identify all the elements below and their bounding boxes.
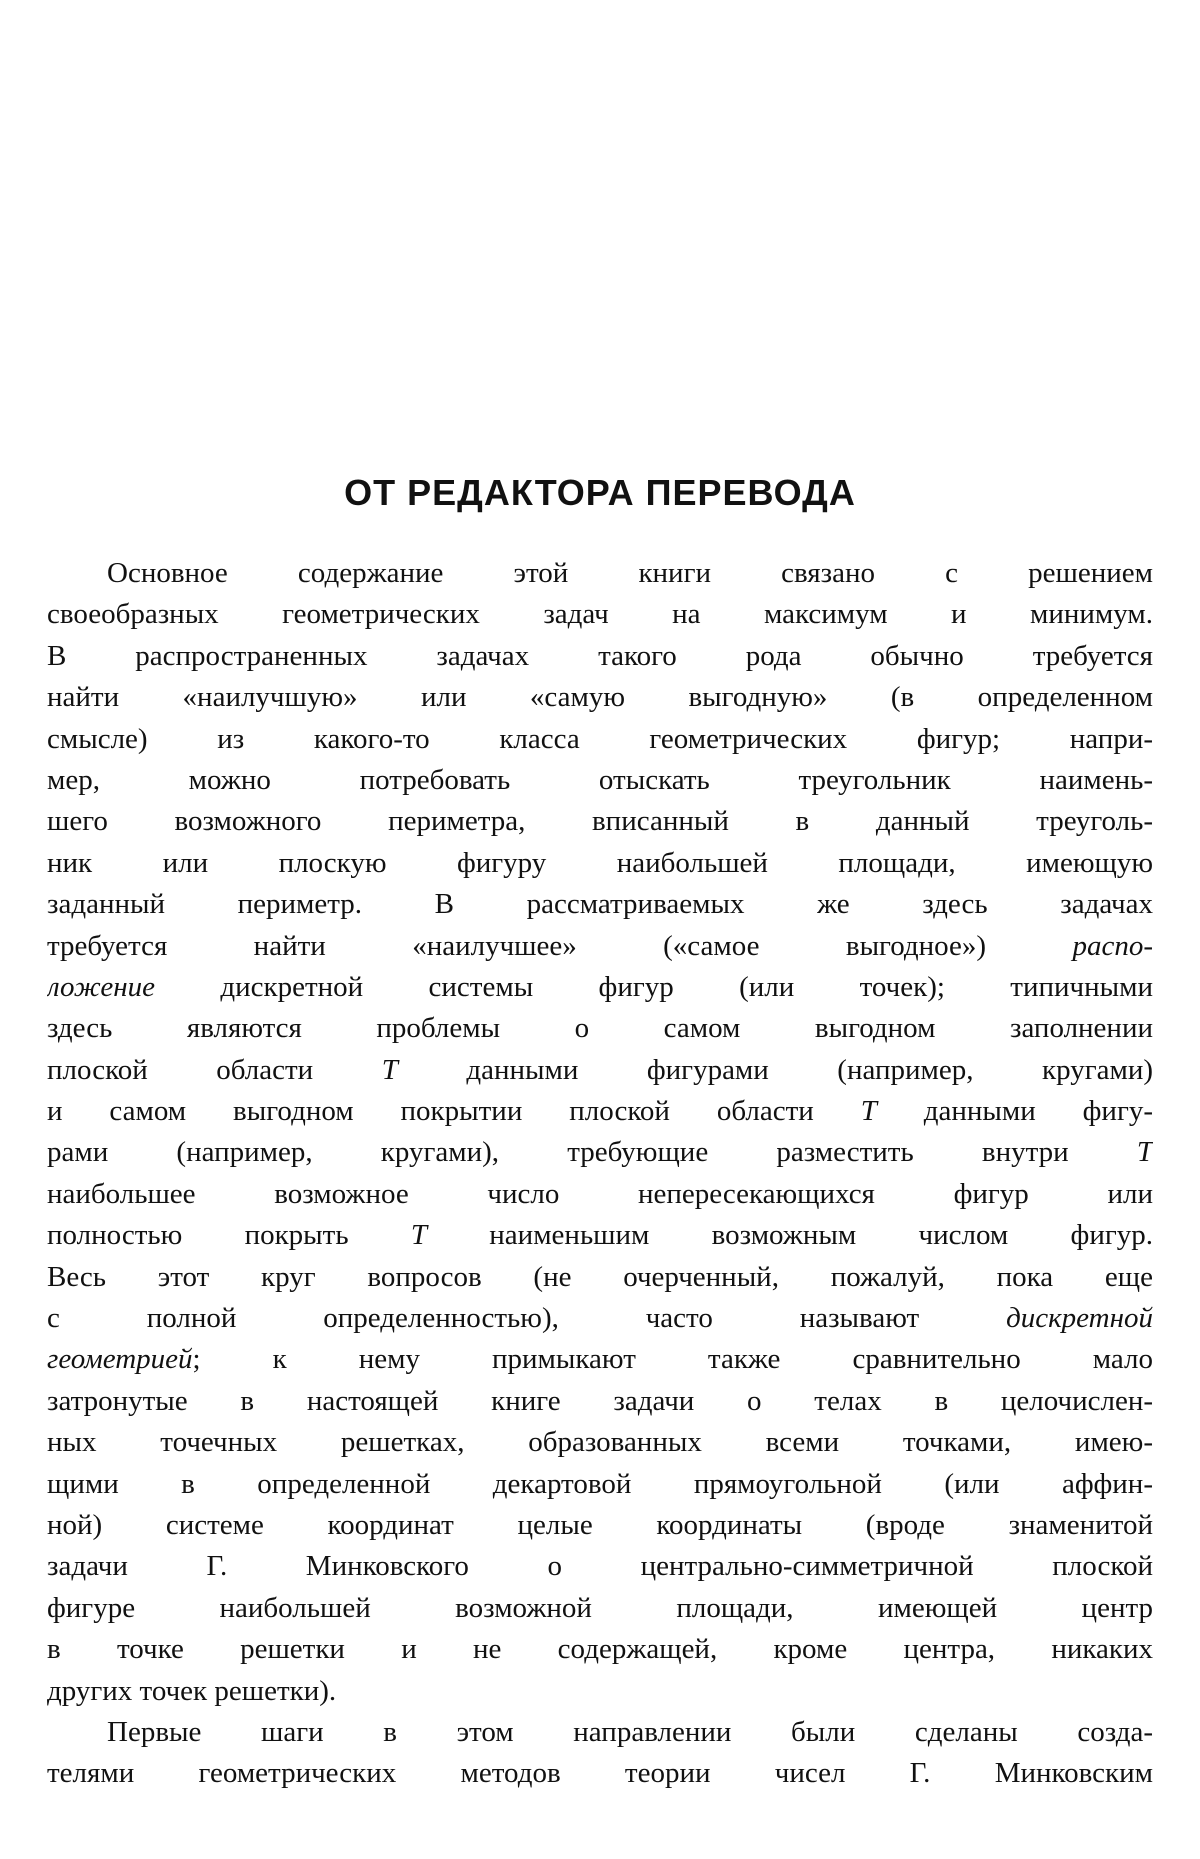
body-text	[47, 553, 1153, 1795]
text-segment: наименьшим возможным числом фигур.	[427, 1219, 1153, 1252]
text-segment: телями геометрических методов теории чисел Г. Минковским	[47, 1757, 1153, 1790]
text-segment: найти «наилучшую» или «самую выгодную» (в определенном	[47, 681, 1153, 714]
text-segment: данными фигу-	[876, 1095, 1153, 1128]
text-line	[47, 967, 1153, 1008]
text-segment: фигуре наибольшей возможной площади, имеющей центр	[47, 1591, 1153, 1624]
text-segment: данными фигурами (например, кругами)	[397, 1053, 1153, 1086]
italic-text: ложение	[47, 970, 155, 1003]
text-line	[47, 1091, 1153, 1132]
text-segment: с полной определенностью), часто называют	[47, 1302, 1007, 1335]
text-line	[47, 1381, 1153, 1422]
text-segment: здесь являются проблемы о самом выгодном заполнении	[47, 1012, 1153, 1045]
text-segment: ник или плоскую фигуру наибольшей площади, имеющую	[47, 846, 1153, 879]
text-line	[47, 1298, 1153, 1339]
text-line	[47, 1257, 1153, 1298]
text-segment: Весь этот круг вопросов (не очерченный, пожалуй, пока еще	[47, 1260, 1153, 1293]
text-segment: своеобразных геометрических задач на максимум и минимум.	[47, 598, 1153, 631]
text-line	[47, 1753, 1153, 1794]
text-segment: ной) системе координат целые координаты (вроде знаменитой	[47, 1508, 1153, 1541]
text-line	[47, 1712, 1153, 1753]
text-segment: плоской области	[47, 1053, 382, 1086]
text-segment: задачи Г. Минковского о центрально-симметричной плоской	[47, 1550, 1153, 1583]
text-line	[47, 1132, 1153, 1173]
text-segment: и самом выгодном покрытии плоской области	[47, 1095, 861, 1128]
text-segment: других точек решетки).	[47, 1674, 337, 1707]
text-segment: наибольшее возможное число непересекающихся фигур или	[47, 1177, 1153, 1210]
text-segment: дискретной системы фигур (или точек); типичными	[155, 970, 1153, 1003]
text-line	[47, 1215, 1153, 1256]
text-segment: Основное содержание этой книги связано с решением	[107, 557, 1153, 589]
text-line	[47, 553, 1153, 594]
text-segment: мер, можно потребовать отыскать треугольник наимень-	[47, 763, 1153, 796]
text-line	[47, 636, 1153, 677]
text-line	[47, 926, 1153, 967]
text-line	[47, 1671, 1153, 1712]
text-segment: рами (например, кругами), требующие разместить внутри	[47, 1136, 1137, 1169]
text-line	[47, 843, 1153, 884]
text-segment: полностью покрыть	[47, 1219, 411, 1252]
text-line	[47, 1008, 1153, 1049]
text-line	[47, 1422, 1153, 1463]
text-line	[47, 1174, 1153, 1215]
italic-text: T	[1136, 1136, 1153, 1169]
italic-text: геометрией	[47, 1343, 193, 1376]
italic-text: распо-	[1072, 929, 1153, 962]
text-segment: в точке решетки и не содержащей, кроме центра, никаких	[47, 1633, 1153, 1666]
text-line	[47, 1050, 1153, 1091]
italic-text: T	[381, 1053, 398, 1086]
text-line	[47, 1546, 1153, 1587]
text-line	[47, 594, 1153, 635]
text-line	[47, 801, 1153, 842]
text-segment: В распространенных задачах такого рода обычно требуется	[47, 639, 1153, 672]
text-line	[47, 1464, 1153, 1505]
text-segment: смысле) из какого-то класса геометрических фигур; напри-	[47, 722, 1153, 755]
text-line	[47, 884, 1153, 925]
text-segment: ных точечных решетках, образованных всеми точками, имею-	[47, 1426, 1153, 1459]
text-segment: щими в определенной декартовой прямоугольной (или аффин-	[47, 1467, 1153, 1500]
text-segment: Первые шаги в этом направлении были сделаны созда-	[107, 1715, 1153, 1748]
text-line	[47, 1629, 1153, 1670]
text-segment: ; к нему примыкают также сравнительно мало	[192, 1343, 1153, 1376]
text-line	[47, 760, 1153, 801]
text-line	[47, 1339, 1153, 1380]
text-segment: заданный периметр. В рассматриваемых же здесь задачах	[47, 888, 1153, 921]
text-line	[47, 719, 1153, 760]
italic-text: T	[410, 1219, 427, 1252]
text-line	[47, 677, 1153, 718]
text-line	[47, 1505, 1153, 1546]
text-line	[47, 1588, 1153, 1629]
text-segment: требуется найти «наилучшее» («самое выгодное»)	[47, 929, 1073, 962]
text-segment: шего возможного периметра, вписанный в данный треуголь-	[47, 805, 1153, 838]
text-segment: затронутые в настоящей книге задачи о телах в целочислен-	[47, 1384, 1153, 1417]
page-title: ОТ РЕДАКТОРА ПЕРЕВОДА	[344, 472, 856, 513]
italic-text: T	[860, 1095, 877, 1128]
italic-text: дискретной	[1006, 1302, 1153, 1335]
